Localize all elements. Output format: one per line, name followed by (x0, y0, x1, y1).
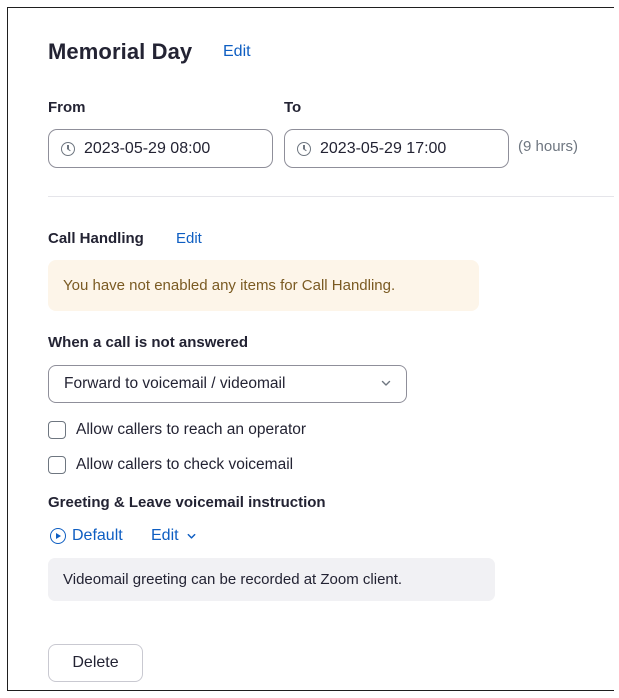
greeting-label: Greeting & Leave voicemail instruction (48, 494, 326, 511)
chevron-down-icon (380, 377, 392, 389)
call-handling-notice: You have not enabled any items for Call Handling. (48, 260, 479, 311)
clock-icon (61, 142, 75, 156)
default-greeting-play[interactable] (50, 527, 123, 545)
operator-checkbox[interactable] (48, 421, 66, 439)
to-datetime-input[interactable] (284, 129, 509, 168)
check-voicemail-option[interactable] (48, 456, 293, 474)
from-datetime-input[interactable] (48, 129, 273, 168)
check-voicemail-checkbox[interactable] (48, 456, 66, 474)
unanswered-action-select[interactable] (48, 365, 407, 403)
call-handling-edit-link[interactable]: Edit (176, 230, 202, 247)
holiday-panel (7, 7, 614, 691)
to-datetime-value: 2023-05-29 17:00 (320, 139, 447, 157)
title-edit-link[interactable]: Edit (223, 43, 251, 60)
operator-option[interactable] (48, 421, 306, 439)
call-handling-label: Call Handling (48, 230, 144, 247)
greeting-edit-label: Edit (151, 527, 179, 544)
check-voicemail-option-label: Allow callers to check voicemail (76, 456, 294, 473)
greeting-edit-dropdown[interactable] (151, 527, 197, 545)
unanswered-label: When a call is not answered (48, 334, 249, 351)
to-label: To (284, 99, 302, 116)
duration-text: (9 hours) (518, 138, 579, 155)
select-value: Forward to voicemail / videomail (64, 375, 286, 392)
section-divider (48, 196, 614, 197)
operator-option-label: Allow callers to reach an operator (76, 421, 307, 438)
from-datetime-value: 2023-05-29 08:00 (84, 139, 211, 157)
page-title: Memorial Day (48, 39, 193, 64)
delete-button[interactable]: Delete (48, 644, 143, 682)
chevron-down-icon (186, 531, 197, 542)
from-label: From (48, 99, 86, 116)
default-greeting-label: Default (72, 527, 123, 544)
clock-icon (297, 142, 311, 156)
greeting-info-box: Videomail greeting can be recorded at Zoom client. (48, 558, 495, 601)
play-circle-icon (50, 528, 66, 544)
